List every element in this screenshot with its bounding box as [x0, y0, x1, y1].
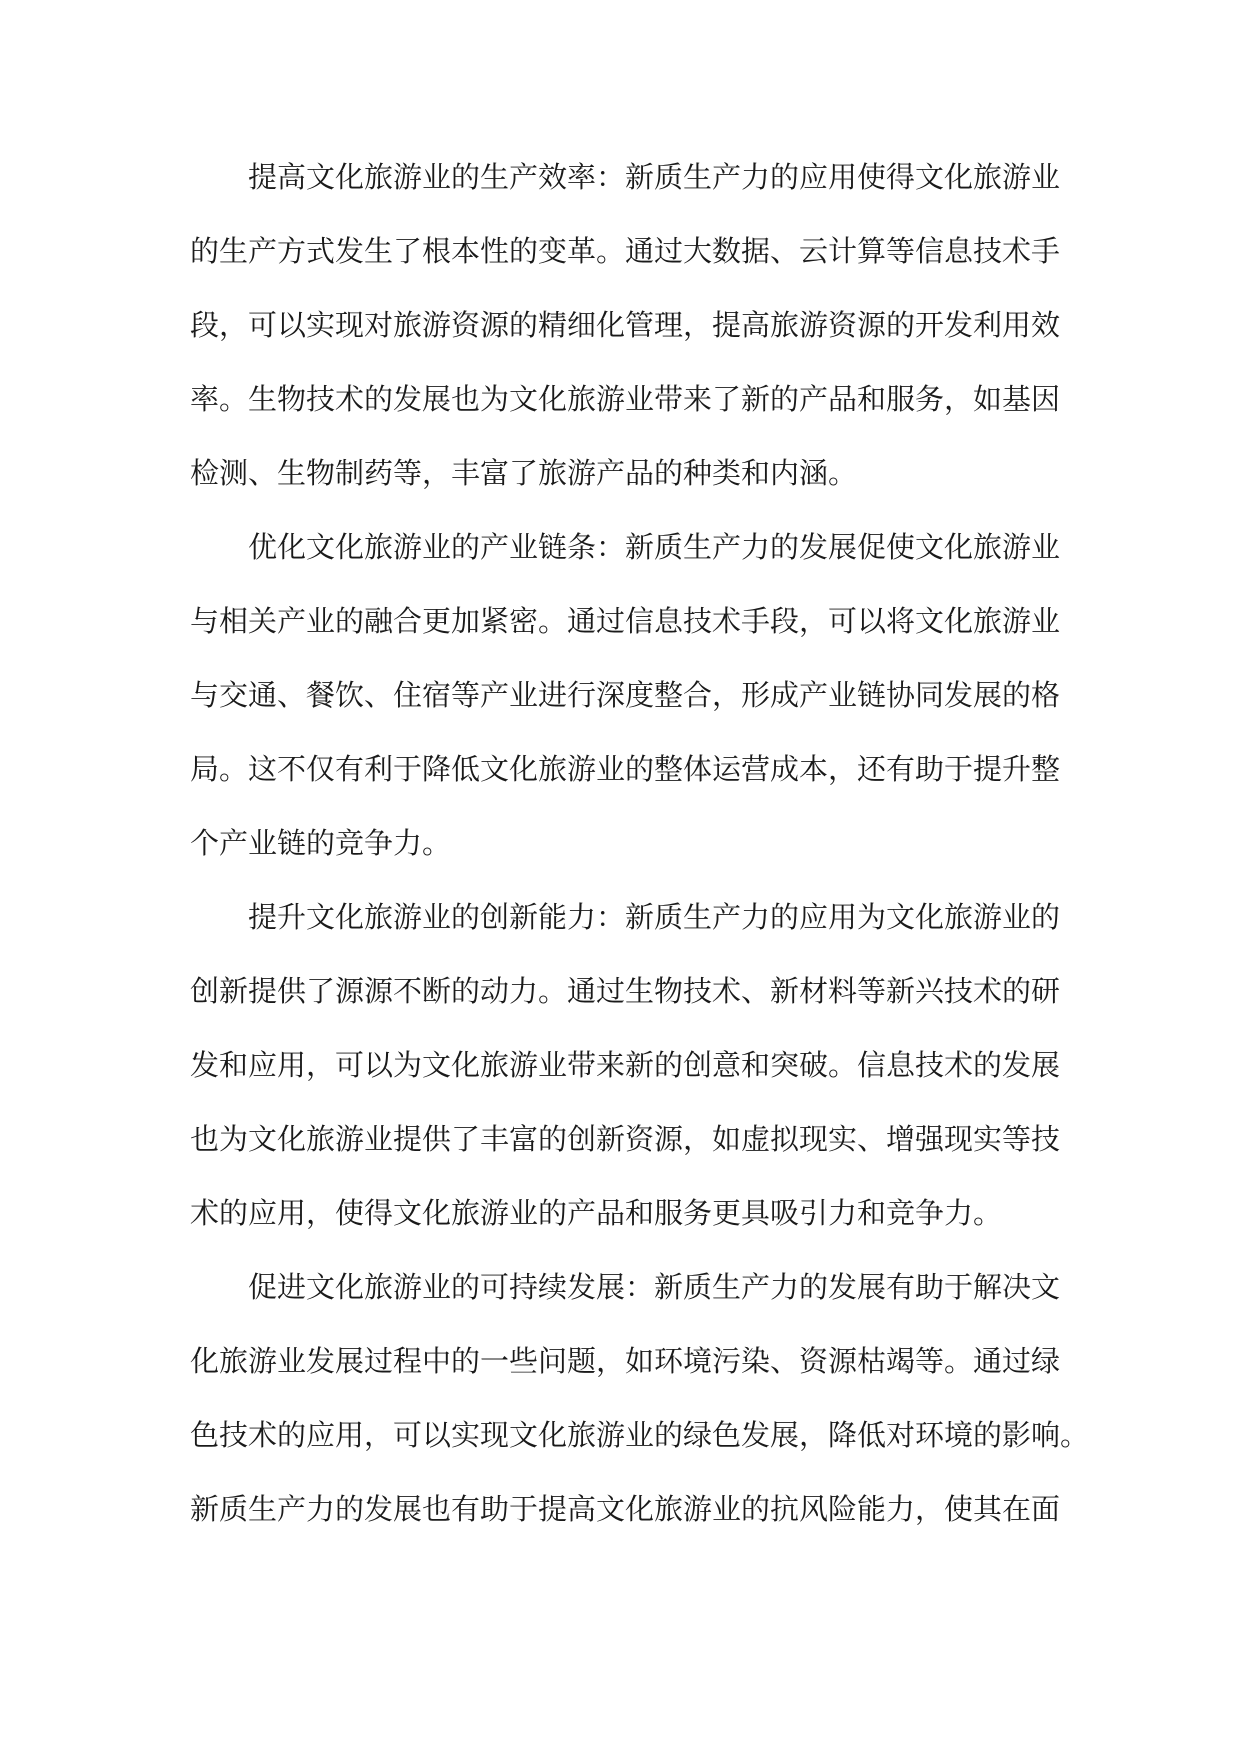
text-line: 优化文化旅游业的产业链条：新质生产力的发展促使文化旅游业: [248, 530, 1061, 564]
text-line: 与相关产业的融合更加紧密。通过信息技术手段，可以将文化旅游业: [190, 604, 1061, 638]
text-line: 与交通、餐饮、住宿等产业进行深度整合，形成产业链协同发展的格: [190, 678, 1061, 712]
text-line: 创新提供了源源不断的动力。通过生物技术、新材料等新兴技术的研: [190, 974, 1061, 1008]
text-line: 个产业链的竞争力。: [190, 826, 452, 860]
text-line: 也为文化旅游业提供了丰富的创新资源，如虚拟现实、增强现实等技: [190, 1122, 1061, 1156]
text-line: 促进文化旅游业的可持续发展：新质生产力的发展有助于解决文: [248, 1270, 1061, 1304]
text-line: 段，可以实现对旅游资源的精细化管理，提高旅游资源的开发利用效: [190, 308, 1061, 342]
text-line: 新质生产力的发展也有助于提高文化旅游业的抗风险能力，使其在面: [190, 1492, 1061, 1526]
text-line: 率。生物技术的发展也为文化旅游业带来了新的产品和服务，如基因: [190, 382, 1061, 416]
paragraph-sustainability: [190, 1250, 1090, 1546]
text-line: 检测、生物制药等，丰富了旅游产品的种类和内涵。: [190, 456, 858, 490]
paragraph-production-efficiency: [190, 140, 1061, 510]
text-line: 化旅游业发展过程中的一些问题，如环境污染、资源枯竭等。通过绿: [190, 1344, 1061, 1378]
text-line: 的生产方式发生了根本性的变革。通过大数据、云计算等信息技术手: [190, 234, 1061, 268]
text-line: 术的应用，使得文化旅游业的产品和服务更具吸引力和竞争力。: [190, 1196, 1003, 1230]
paragraph-industry-chain: [190, 510, 1061, 880]
paragraph-innovation: [190, 880, 1061, 1250]
text-line: 色技术的应用，可以实现文化旅游业的绿色发展，降低对环境的影响。: [190, 1418, 1090, 1452]
text-line: 提高文化旅游业的生产效率：新质生产力的应用使得文化旅游业: [248, 160, 1061, 194]
text-line: 发和应用，可以为文化旅游业带来新的创意和突破。信息技术的发展: [190, 1048, 1061, 1082]
text-line: 提升文化旅游业的创新能力：新质生产力的应用为文化旅游业的: [248, 900, 1061, 934]
text-line: 局。这不仅有利于降低文化旅游业的整体运营成本，还有助于提升整: [190, 752, 1061, 786]
document-body: [190, 140, 1090, 1546]
